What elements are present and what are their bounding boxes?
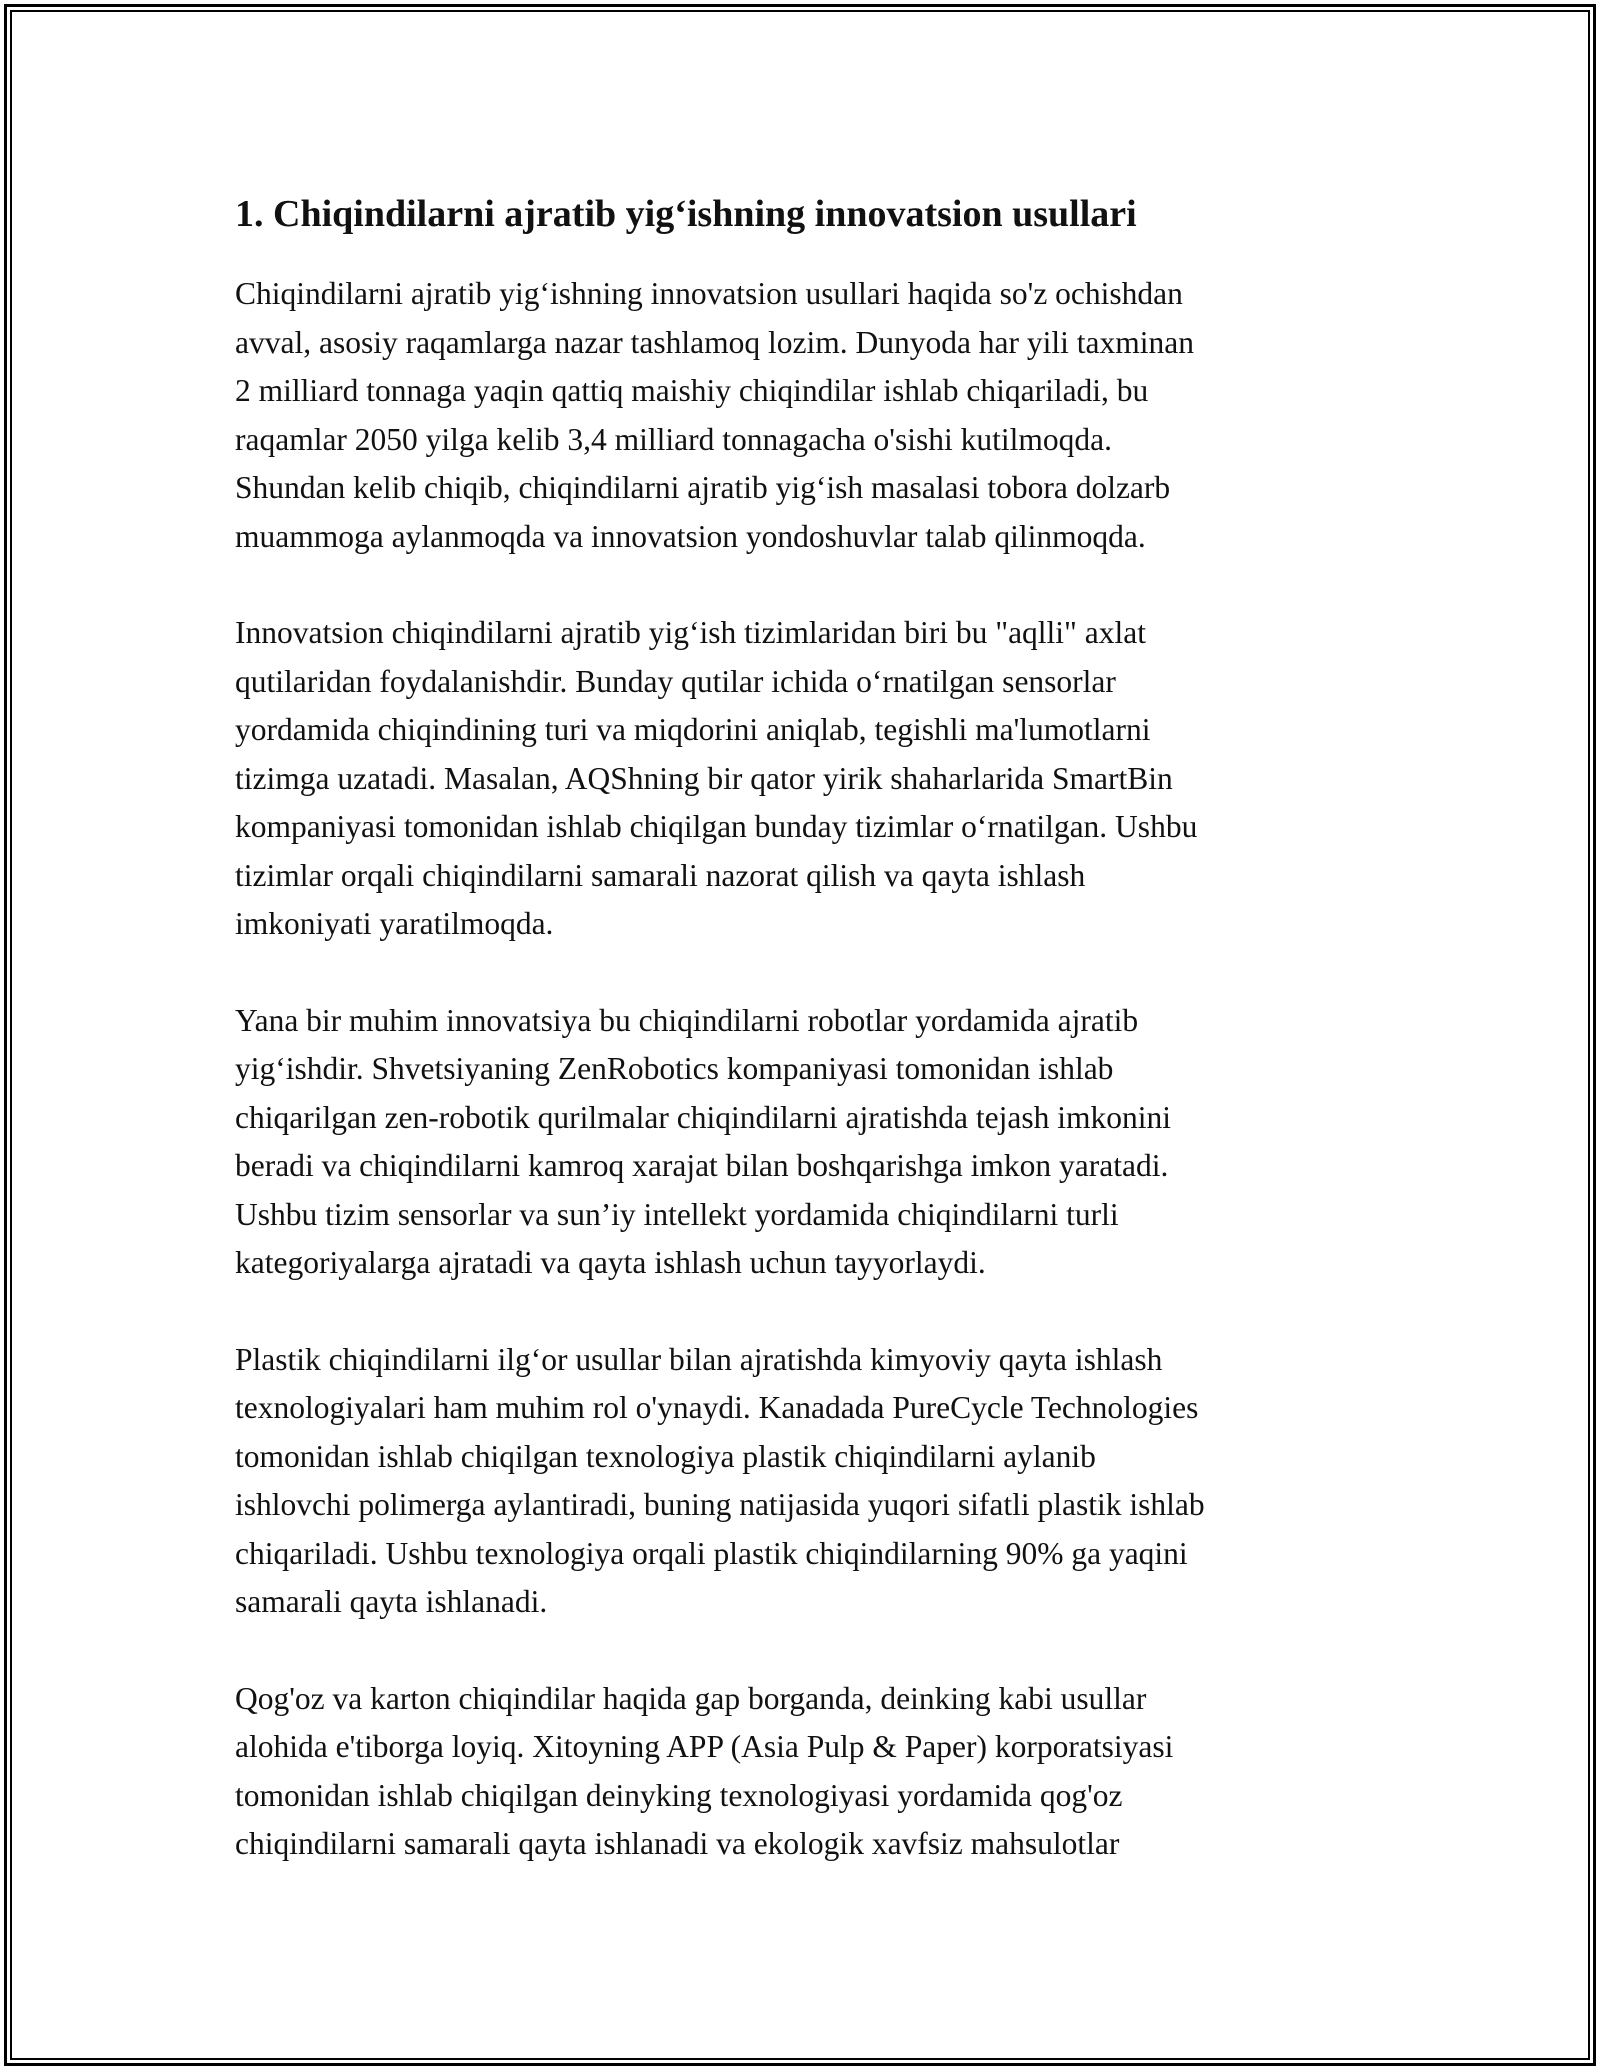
paragraph-5 <box>235 1675 1375 1869</box>
text-line: tizimlar orqali chiqindilarni samarali nazorat qilish va qayta ishlash <box>235 857 1086 893</box>
text-line: Ushbu tizim sensorlar va sun’iy intellekt yordamida chiqindilarni turli <box>235 1196 1119 1232</box>
text-line: Plastik chiqindilarni ilg‘or usullar bilan ajratishda kimyoviy qayta ishlash <box>235 1341 1163 1377</box>
paragraph-1 <box>235 270 1375 561</box>
text-line: yordamida chiqindining turi va miqdorini aniqlab, tegishli ma'lumotlarni <box>235 712 1151 747</box>
text-line: imkoniyati yaratilmoqda. <box>235 906 554 941</box>
text-line: Qog'oz va karton chiqindilar haqida gap borganda, deinking kabi usullar <box>235 1680 1147 1716</box>
text-line: qutilaridan foydalanishdir. Bunday qutilar ichida o‘rnatilgan sensorlar <box>235 663 1116 699</box>
text-line: kompaniyasi tomonidan ishlab chiqilgan bunday tizimlar o‘rnatilgan. Ushbu <box>235 809 1198 844</box>
document-body <box>235 186 1375 1869</box>
text-line: samarali qayta ishlanadi. <box>235 1584 548 1619</box>
text-line: avval, asosiy raqamlarga nazar tashlamoq lozim. Dunyoda har yili taxminan <box>235 324 1194 360</box>
text-line: 2 milliard tonnaga yaqin qattiq maishiy chiqindilar ishlab chiqariladi, bu <box>235 373 1149 408</box>
text-line: chiqindilarni samarali qayta ishlanadi va ekologik xavfsiz mahsulotlar <box>235 1826 1120 1861</box>
text-line: alohida e'tiborga loyiq. Xitoyning APP (Asia Pulp & Paper) korporatsiyasi <box>235 1729 1174 1764</box>
text-line: ishlovchi polimerga aylantiradi, buning natijasida yuqori sifatli plastik ishlab <box>235 1487 1205 1522</box>
text-line: tizimga uzatadi. Masalan, AQShning bir qator yirik shaharlarida SmartBin <box>235 760 1173 796</box>
text-line: Yana bir muhim innovatsiya bu chiqindilarni robotlar yordamida ajratib <box>235 1002 1139 1038</box>
text-line: raqamlar 2050 yilga kelib 3,4 milliard tonnagacha o'sishi kutilmoqda. <box>235 421 1112 457</box>
text-line: kategoriyalarga ajratadi va qayta ishlash uchun tayyorlaydi. <box>235 1245 986 1280</box>
text-line: Chiqindilarni ajratib yig‘ishning innovatsion usullari haqida so'z ochishdan <box>235 276 1183 311</box>
text-line: beradi va chiqindilarni kamroq xarajat bilan boshqarishga imkon yaratadi. <box>235 1148 1169 1183</box>
text-line: Shundan kelib chiqib, chiqindilarni ajratib yig‘ish masalasi tobora dolzarb <box>235 470 1171 505</box>
text-line: tomonidan ishlab chiqilgan texnologiya plastik chiqindilarni aylanib <box>235 1438 1096 1474</box>
paragraph-4 <box>235 1336 1375 1627</box>
text-line: Innovatsion chiqindilarni ajratib yig‘ish tizimlaridan biri bu "aqlli" axlat <box>235 615 1147 650</box>
text-line: chiqariladi. Ushbu texnologiya orqali plastik chiqindilarning 90% ga yaqini <box>235 1535 1188 1571</box>
text-line: chiqarilgan zen-robotik qurilmalar chiqindilarni ajratishda tejash imkonini <box>235 1099 1171 1135</box>
paragraph-3 <box>235 997 1375 1288</box>
text-line: yig‘ishdir. Shvetsiyaning ZenRobotics kompaniyasi tomonidan ishlab <box>235 1051 1114 1086</box>
text-line: texnologiyalari ham muhim rol o'ynaydi. Kanadada PureCycle Technologies <box>235 1390 1199 1425</box>
section-heading: 1. Chiqindilarni ajratib yig‘ishning innovatsion usullari <box>235 193 1137 235</box>
text-line: tomonidan ishlab chiqilgan deinyking texnologiyasi yordamida qog'oz <box>235 1777 1123 1813</box>
text-line: muammoga aylanmoqda va innovatsion yondoshuvlar talab qilinmoqda. <box>235 518 1146 554</box>
paragraph-2 <box>235 609 1375 949</box>
